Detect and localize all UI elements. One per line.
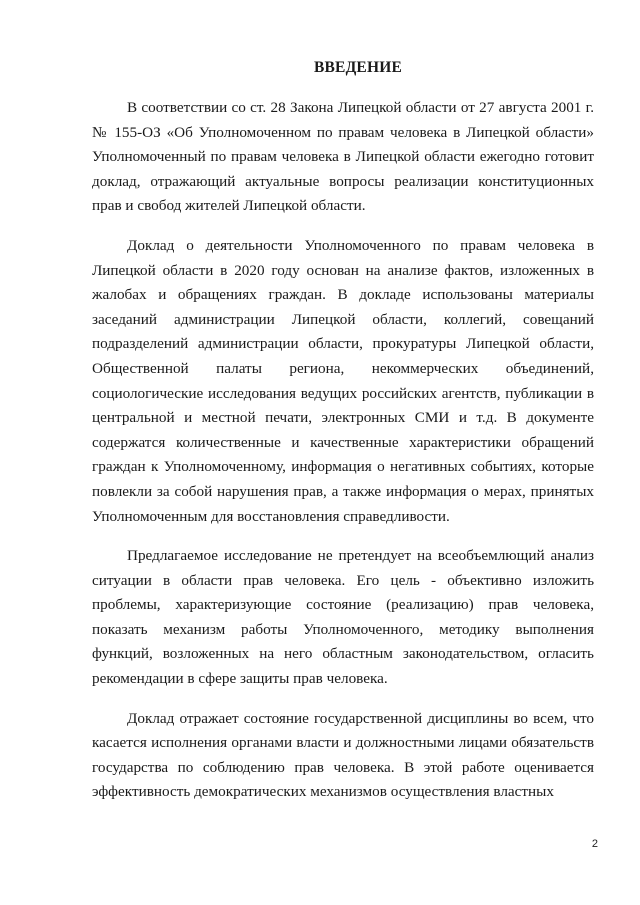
- paragraph-3: Предлагаемое исследование не претендует на всеобъемлющий анализ ситуации в области прав человека. Его цель - объективно изложить проблемы, характеризующие состояние (реализацию) прав человека, показать механизм работы Уполномоченного, методику выполнения функций, возложенных на него областным законодательством, огласить рекомендации в сфере защиты прав человека.: [92, 547, 594, 688]
- paragraph-4: Доклад отражает состояние государственной дисциплины во всем, что касается исполнения органами власти и должностными лицами обязательств государства по соблюдению прав человека. В этой работе оценивается эффективность демократических механизмов осуществления властных: [92, 709, 594, 801]
- section-heading: ВВЕДЕНИЕ: [313, 59, 403, 76]
- paragraph-2: Доклад о деятельности Уполномоченного по правам человека в Липецкой области в 2020 году основан на анализе фактов, изложенных в жалобах и обращениях граждан. В докладе использованы материалы заседаний администрации Липецкой области, коллегий, совещаний подразделений администрации области, прокуратуры Липецкой области, Общественной палаты региона, некоммерческих объединений, социологические исследования ведущих российских агентств, публикации в центральной и местной печати, электронных СМИ и т.д. В документе содержатся количественные и качественные характеристики обращений граждан к Уполномоченному, информация о негативных событиях, которые повлекли за собой нарушения прав, а также информация о мерах, принятых Уполномоченным для восстановления справедливости.: [92, 236, 594, 525]
- body-text: [92, 96, 594, 820]
- paragraph-1: В соответствии со ст. 28 Закона Липецкой области от 27 августа 2001 г. № 155-ОЗ «Об Уполномоченном по правам человека в Липецкой области» Уполномоченный по правам человека в Липецкой области ежегодно готовит доклад, отражающий актуальные вопросы реализации конституционных прав и свобод жителей Липецкой области.: [92, 99, 594, 215]
- page-number: 2: [591, 838, 598, 850]
